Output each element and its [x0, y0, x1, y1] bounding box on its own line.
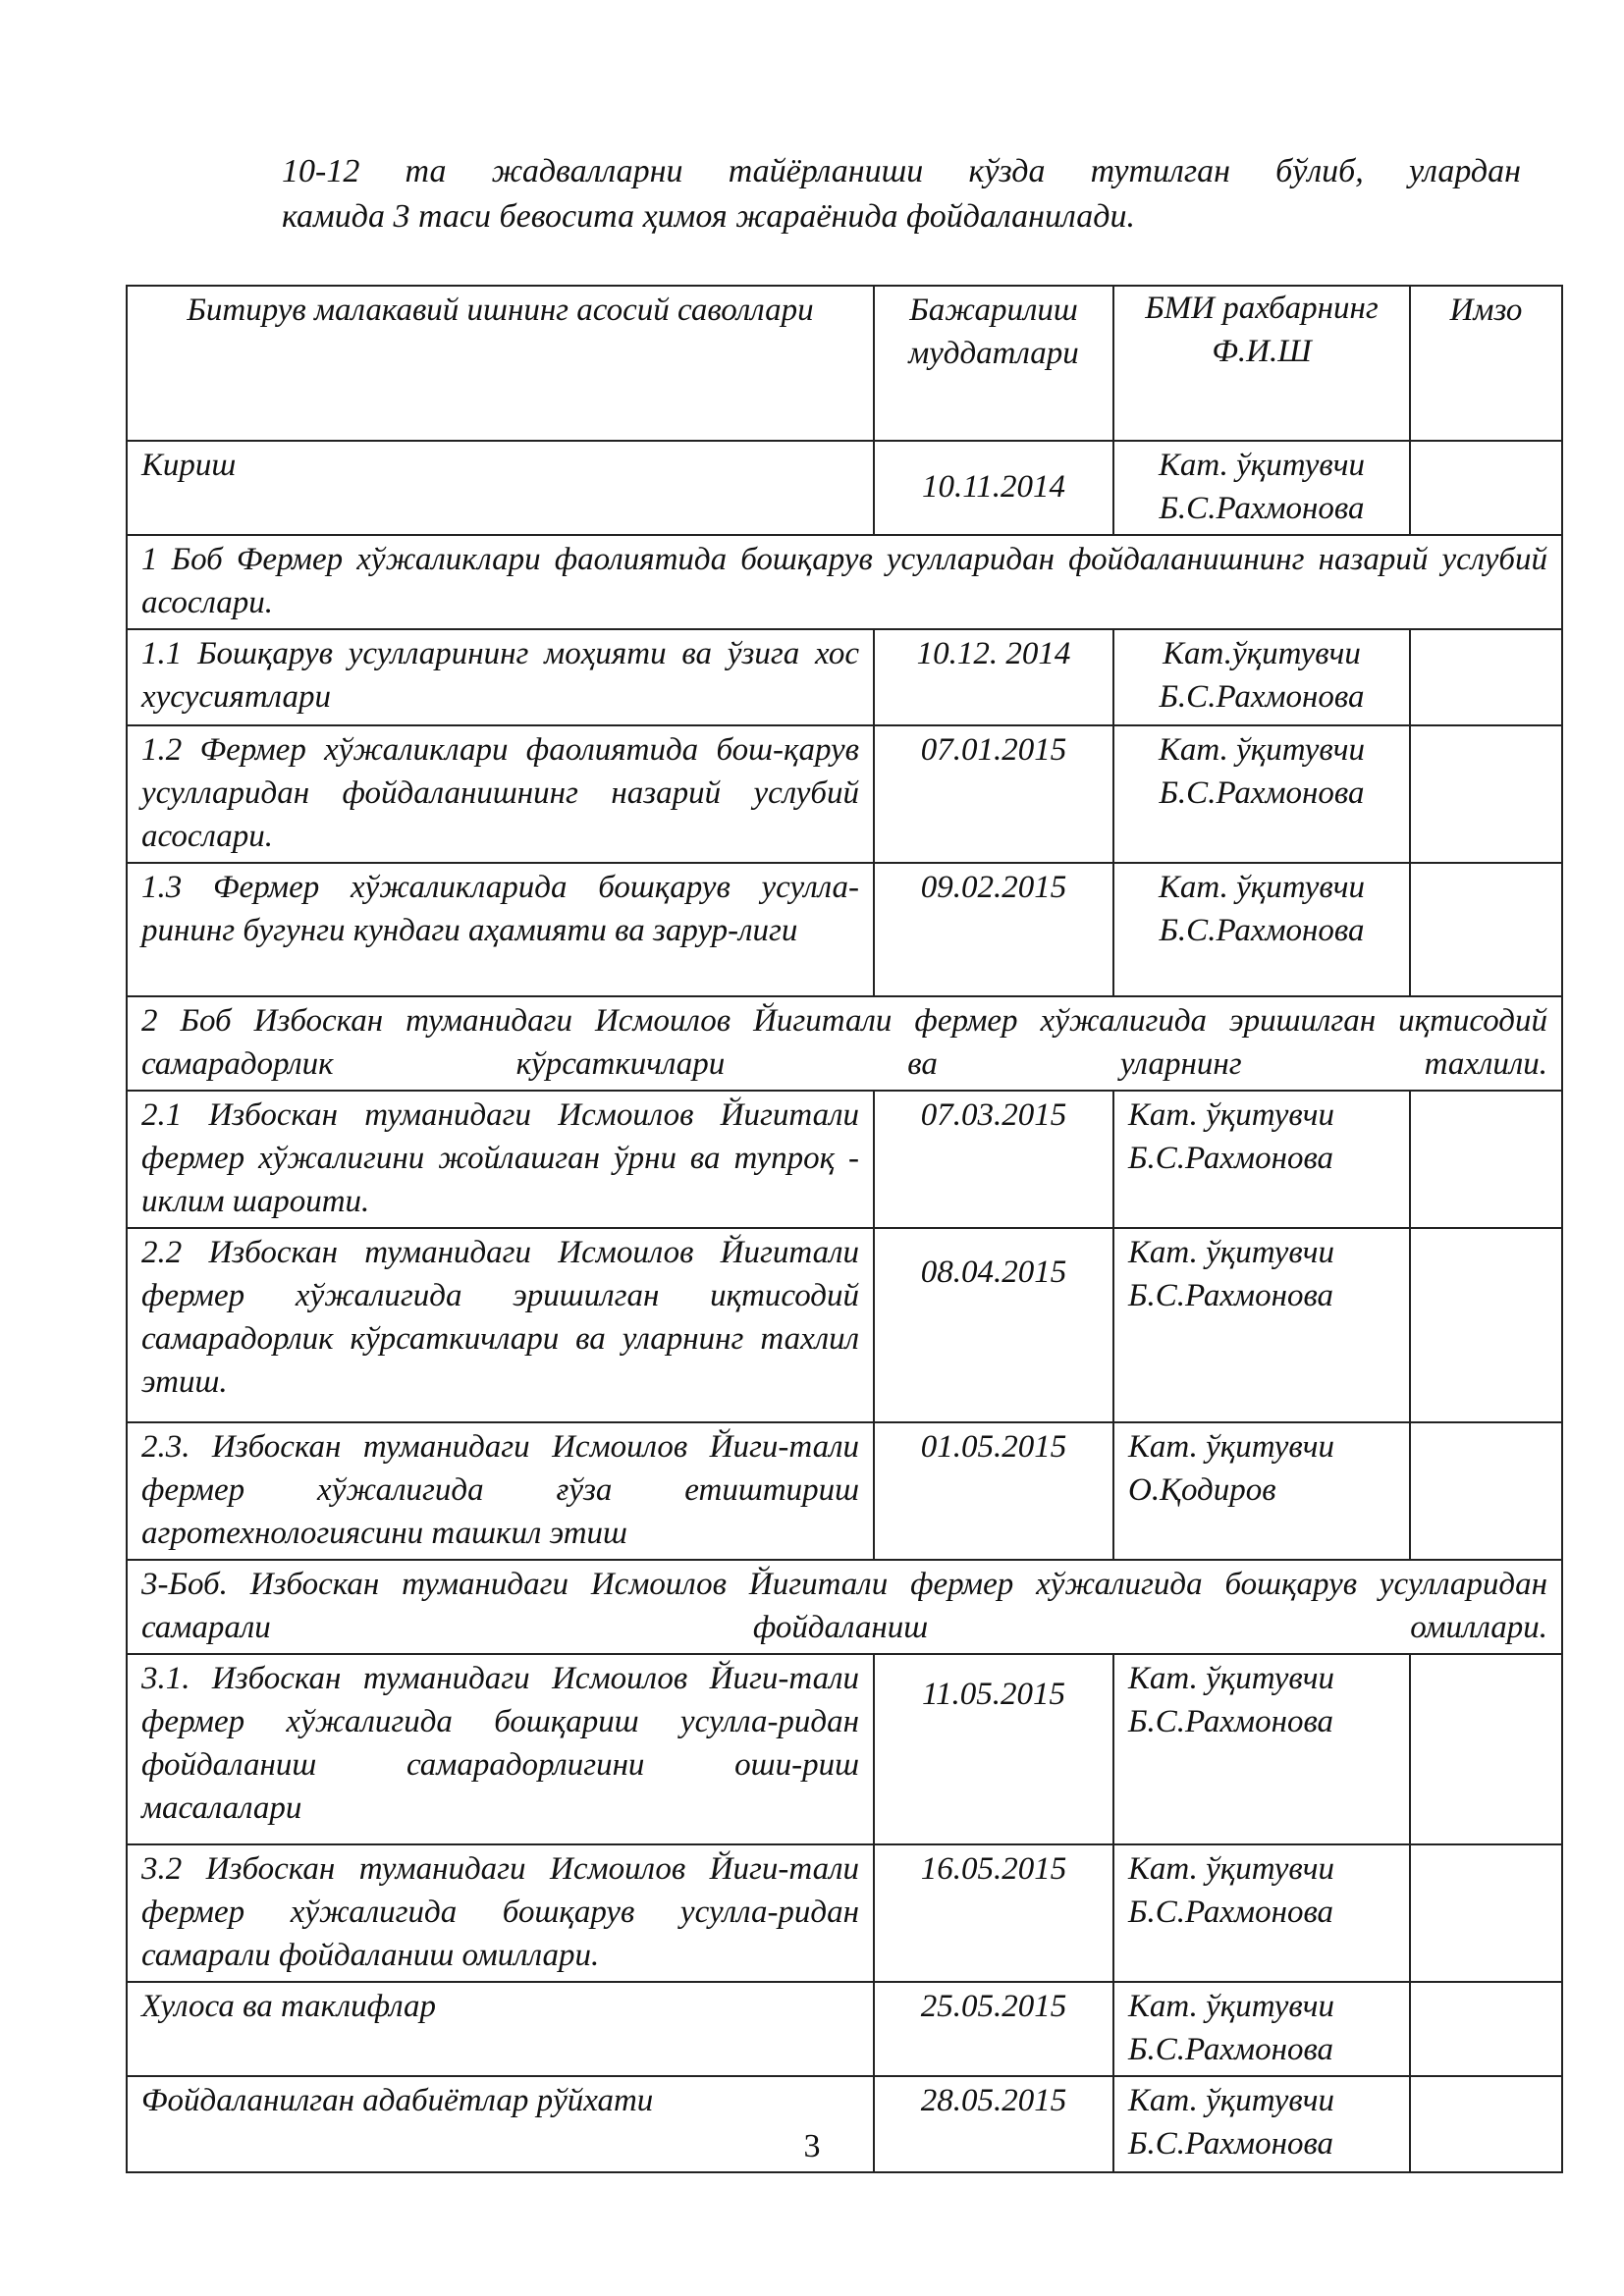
row-topic: 1.1 Бошқарув усулларининг моҳияти ва ўзига хос хусусиятлари — [127, 629, 874, 725]
row-date: 01.05.2015 — [874, 1422, 1113, 1560]
row-date: 07.03.2015 — [874, 1091, 1113, 1228]
row-date: 16.05.2015 — [874, 1844, 1113, 1982]
thesis-schedule-table — [126, 285, 1563, 2173]
header-signature: Имзо — [1410, 286, 1562, 441]
row-signature — [1410, 1228, 1562, 1422]
row-topic: 2.2 Избоскан туманидаги Исмоилов Йигитали фермер хўжалигида эришилган иқтисодий самарадорлик кўрсаткичлари ва уларнинг тахлил этиш. — [127, 1228, 874, 1422]
row-signature — [1410, 1982, 1562, 2076]
table-header-row — [127, 286, 1562, 441]
row-supervisor: Кат. ўқитувчи Б.С.Рахмонова — [1113, 1844, 1410, 1982]
row-date: 07.01.2015 — [874, 725, 1113, 863]
row-topic: Хулоса ва таклифлар — [127, 1982, 874, 2076]
row-supervisor: Кат. ўқитувчи О.Қодиров — [1113, 1422, 1410, 1560]
table-row — [127, 629, 1562, 725]
row-supervisor: Кат. ўқитувчи Б.С.Рахмонова — [1113, 1654, 1410, 1844]
row-signature — [1410, 1654, 1562, 1844]
intro-paragraph — [282, 149, 1521, 240]
row-signature — [1410, 1844, 1562, 1982]
header-deadlines: Бажарилиш муддатлари — [874, 286, 1113, 441]
row-signature — [1410, 725, 1562, 863]
row-signature — [1410, 441, 1562, 535]
chapter-row — [127, 996, 1562, 1091]
row-supervisor: Кат. ўқитувчи Б.С.Рахмонова — [1113, 2076, 1410, 2172]
row-supervisor: Кат.ўқитувчи Б.С.Рахмонова — [1113, 629, 1410, 725]
intro-line-1: 10-12 та жадвалларни тайёрланиши кўзда тутилган бўлиб, улардан — [282, 153, 1521, 189]
table-row — [127, 441, 1562, 535]
table-row — [127, 1228, 1562, 1422]
table-row — [127, 863, 1562, 996]
chapter-row — [127, 535, 1562, 629]
row-topic: Кириш — [127, 441, 874, 535]
table-row — [127, 725, 1562, 863]
row-topic: 3.2 Избоскан туманидаги Исмоилов Йиги-тали фермер хўжалигида бошқарув усулла-ридан самарали фойдаланиш омиллари. — [127, 1844, 874, 1982]
header-supervisor: БМИ рахбарнинг Ф.И.Ш — [1113, 286, 1410, 441]
row-topic: 1.2 Фермер хўжаликлари фаолиятида бош-қарув усулларидан фойдаланишнинг назарий услубий асослари. — [127, 725, 874, 863]
table-row — [127, 1091, 1562, 1228]
row-date: 09.02.2015 — [874, 863, 1113, 996]
row-topic: 1.3 Фермер хўжаликларида бошқарув усулла-рининг бугунги кундаги аҳамияти ва зарур-лиги — [127, 863, 874, 996]
table-row — [127, 1982, 1562, 2076]
chapter-title: 2 Боб Избоскан туманидаги Исмоилов Йигитали фермер хўжалигида эришилган иқтисодий самарадорлик кўрсаткичлари ва уларнинг тахлили. — [127, 996, 1562, 1091]
row-date: 10.11.2014 — [874, 441, 1113, 535]
row-topic: 2.3. Избоскан туманидаги Исмоилов Йиги-тали фермер хўжалигида ғўза етиштириш агротехнологиясини ташкил этиш — [127, 1422, 874, 1560]
page-number: 3 — [803, 2128, 821, 2164]
row-signature — [1410, 1091, 1562, 1228]
row-signature — [1410, 1422, 1562, 1560]
chapter-title: 3-Боб. Избоскан туманидаги Исмоилов Йигитали фермер хўжалигида бошқарув усулларидан самарали фойдаланиш омиллари. — [127, 1560, 1562, 1654]
row-date: 11.05.2015 — [874, 1654, 1113, 1844]
row-supervisor: Кат. ўқитувчи Б.С.Рахмонова — [1113, 441, 1410, 535]
row-supervisor: Кат. ўқитувчи Б.С.Рахмонова — [1113, 1091, 1410, 1228]
intro-line-2: камида 3 таси бевосита ҳимоя жараёнида фойдаланилади. — [282, 198, 1135, 235]
row-date: 10.12. 2014 — [874, 629, 1113, 725]
row-topic: 2.1 Избоскан туманидаги Исмоилов Йигитали фермер хўжалигини жойлашган ўрни ва тупроқ - иклим шароити. — [127, 1091, 874, 1228]
row-date: 08.04.2015 — [874, 1228, 1113, 1422]
row-date: 28.05.2015 — [874, 2076, 1113, 2172]
chapter-row — [127, 1560, 1562, 1654]
table-row — [127, 1654, 1562, 1844]
header-questions: Битирув малакавий ишнинг асосий саволлари — [127, 286, 874, 441]
row-topic: Фойдаланилган адабиётлар рўйхати — [127, 2076, 874, 2172]
row-signature — [1410, 863, 1562, 996]
row-topic: 3.1. Избоскан туманидаги Исмоилов Йиги-тали фермер хўжалигида бошқариш усулла-ридан фойдаланиш самарадорлигини оши-риш масалалари — [127, 1654, 874, 1844]
row-supervisor: Кат. ўқитувчи Б.С.Рахмонова — [1113, 725, 1410, 863]
row-signature — [1410, 629, 1562, 725]
row-date: 25.05.2015 — [874, 1982, 1113, 2076]
row-supervisor: Кат. ўқитувчи Б.С.Рахмонова — [1113, 1982, 1410, 2076]
table-row — [127, 1844, 1562, 1982]
row-supervisor: Кат. ўқитувчи Б.С.Рахмонова — [1113, 863, 1410, 996]
table-row — [127, 1422, 1562, 1560]
chapter-title: 1 Боб Фермер хўжаликлари фаолиятида бошқарув усулларидан фойдаланишнинг назарий услубий асослари. — [127, 535, 1562, 629]
row-supervisor: Кат. ўқитувчи Б.С.Рахмонова — [1113, 1228, 1410, 1422]
